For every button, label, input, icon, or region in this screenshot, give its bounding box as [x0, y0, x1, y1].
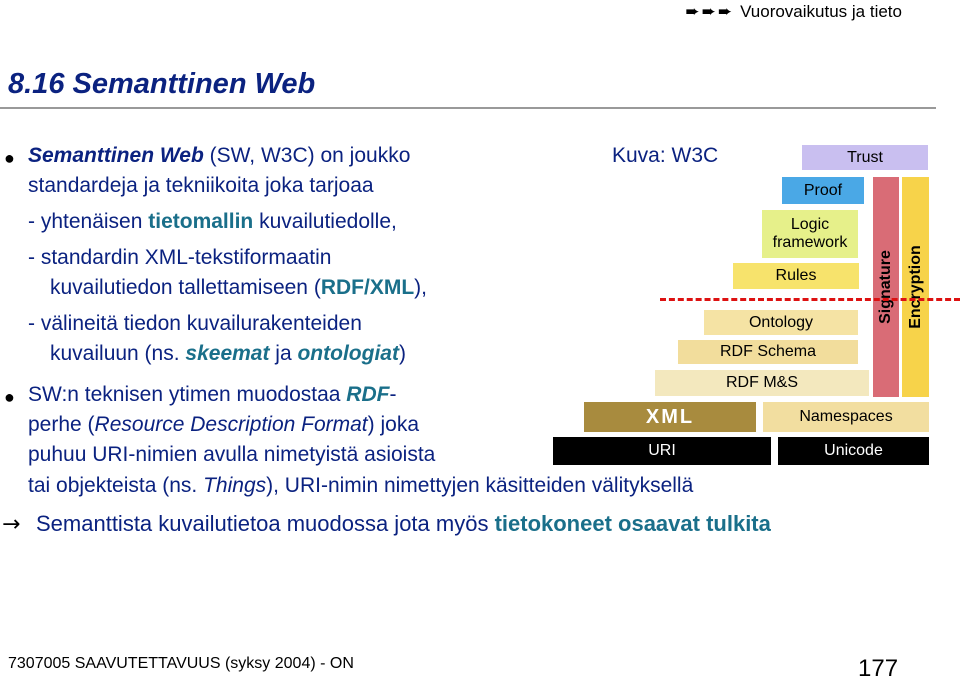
- dash-item-1-text: - yhtenäisen: [28, 210, 149, 233]
- dash-item-1-text-end: kuvailutiedolle,: [253, 210, 397, 233]
- layer-encryption: [902, 177, 929, 397]
- bullet-2-line-4-text: tai objekteista (ns.: [28, 474, 204, 497]
- dash-item-3-line-1: - välineitä tiedon kuvailurakenteiden: [28, 312, 362, 335]
- dash-item-3-text-mid: ja: [269, 342, 298, 365]
- page-number: 177: [858, 655, 899, 682]
- layer-rdf-schema: RDF Schema: [678, 340, 858, 364]
- conclusion-line: [36, 512, 771, 536]
- bullet-2-line-1: [28, 383, 396, 407]
- right-arrow-icon: →: [2, 512, 21, 537]
- bullet-2-dash: -: [389, 383, 397, 406]
- term-semantic-web: Semanttinen Web: [28, 144, 204, 167]
- header: [685, 2, 902, 22]
- bullet-2-line-2-end: ) joka: [367, 413, 419, 436]
- layer-namespaces: Namespaces: [763, 402, 929, 432]
- conclusion-text: Semanttista kuvailutietoa muodossa jota myös: [36, 511, 495, 536]
- bullet-1-text: (SW, W3C) on joukko: [203, 144, 411, 167]
- bullet-dot-icon: ●: [4, 387, 15, 407]
- term-things: Things: [203, 474, 267, 497]
- dash-item-2-text: kuvailutiedon tallettamiseen (: [50, 276, 321, 299]
- layer-trust: Trust: [802, 145, 928, 170]
- bullet-1-line-2: standardeja ja tekniikoita joka tarjoaa: [28, 174, 374, 197]
- dash-item-3-line-2: [50, 342, 406, 366]
- term-ontologiat: ontologiat: [297, 342, 399, 365]
- dash-item-2-line-2: [50, 276, 427, 300]
- term-rdf: RDF: [346, 383, 390, 406]
- bullet-2-line-2: [28, 413, 419, 437]
- layer-uri: URI: [553, 437, 771, 465]
- dash-item-1: [28, 210, 397, 234]
- layer-logic-framework: Logic framework: [762, 210, 858, 258]
- bullet-2-line-4-end: ), URI-nimin nimettyjen käsitteiden välityksellä: [266, 474, 694, 497]
- bullet-1-line-1: [28, 144, 410, 168]
- arrow-icons: ➨➨➨: [685, 2, 735, 22]
- dashed-separator: [660, 298, 960, 301]
- signature-label: Signature: [877, 250, 895, 324]
- header-text: Vuorovaikutus ja tieto: [740, 2, 902, 21]
- bullet-2-line-2-text: perhe (: [28, 413, 95, 436]
- layer-proof: Proof: [782, 177, 864, 204]
- bullet-dot-icon: ●: [4, 148, 15, 168]
- term-skeemat: skeemat: [185, 342, 270, 365]
- page-title: 8.16 Semanttinen Web: [8, 68, 316, 100]
- layer-ontology: Ontology: [704, 310, 858, 335]
- dash-item-2-line-1: - standardin XML-tekstiformaatin: [28, 246, 332, 269]
- term-tietokoneet: tietokoneet osaavat tulkita: [494, 511, 771, 536]
- title-rule: [0, 107, 936, 109]
- footer-course: 7307005 SAAVUTETTAVUUS (syksy 2004) - ON: [8, 655, 354, 672]
- layer-rdf-ms: RDF M&S: [655, 370, 869, 396]
- term-rdf-xml: RDF/XML: [320, 276, 415, 299]
- bullet-2-line-4: [28, 474, 693, 498]
- figure-caption: Kuva: W3C: [612, 144, 719, 167]
- layer-signature: [873, 177, 899, 397]
- dash-item-3-text-end: ): [398, 342, 406, 365]
- bullet-2-text: SW:n teknisen ytimen muodostaa: [28, 383, 347, 406]
- layer-xml: XML: [584, 402, 756, 432]
- layer-rules: Rules: [733, 263, 859, 289]
- term-resource-description-format: Resource Description Format: [94, 413, 368, 436]
- dash-item-2-text-end: ),: [414, 276, 427, 299]
- bullet-2-line-3: puhuu URI-nimien avulla nimetyistä asioista: [28, 443, 436, 466]
- encryption-label: Encryption: [906, 245, 924, 329]
- layer-unicode: Unicode: [778, 437, 929, 465]
- term-tietomallin: tietomallin: [148, 210, 254, 233]
- dash-item-3-text: kuvailuun (ns.: [50, 342, 186, 365]
